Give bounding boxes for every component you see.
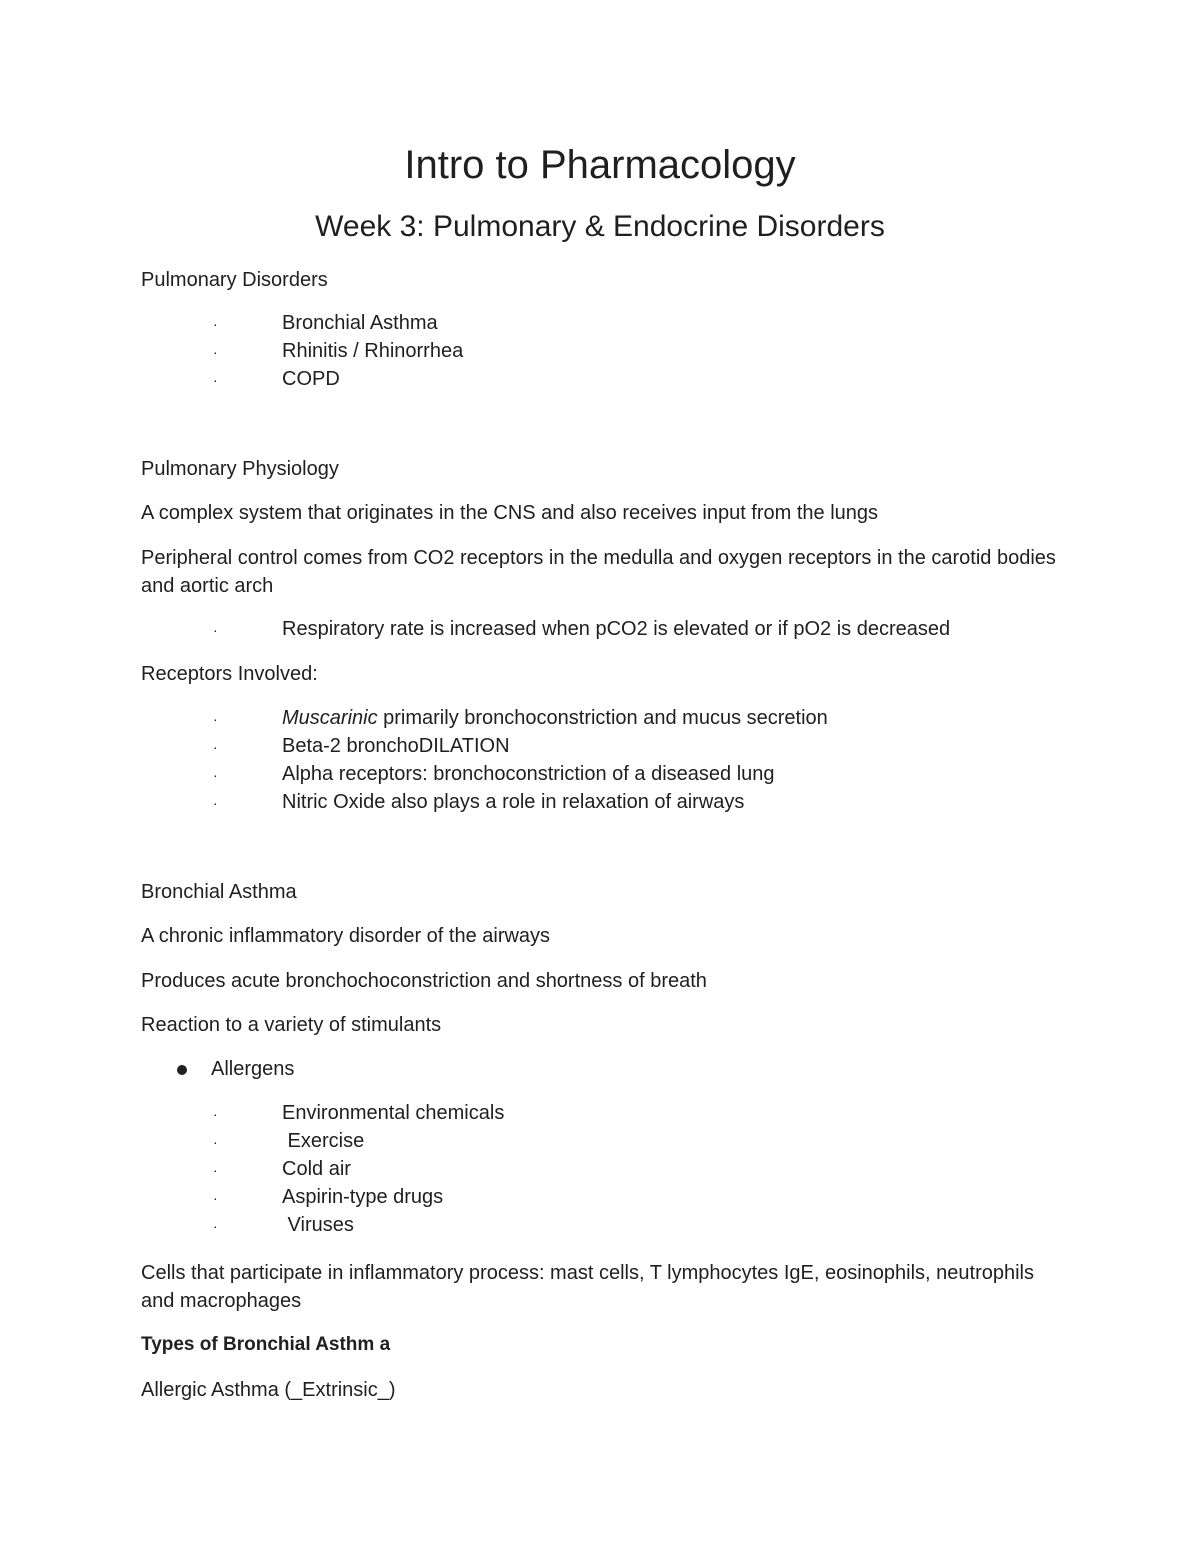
list-item: Beta-2 bronchoDILATION [282,735,510,757]
paragraph: A complex system that originates in the CNS and also receives input from the lungs [141,502,879,524]
bullet-dot: · [213,795,218,811]
bullet-dot: · [213,1162,218,1178]
paragraph: Peripheral control comes from CO2 receptors in the medulla and oxygen receptors in the carotid bodies and aortic arch [141,547,1056,597]
bullet-dot: · [213,711,218,727]
paragraph: Reaction to a variety of stimulants [141,1014,442,1036]
bullet-dot: · [213,622,218,638]
list-item: Respiratory rate is increased when pCO2 is elevated or if pO2 is decreased [282,618,951,640]
document-subtitle: Week 3: Pulmonary & Endocrine Disorders [315,210,885,243]
paragraph: A chronic inflammatory disorder of the airways [141,925,551,947]
bullet-disc [177,1065,187,1075]
list-item: Nitric Oxide also plays a role in relaxation of airways [282,791,745,813]
bullet-dot: · [213,316,218,332]
list-item: Allergens [211,1058,295,1080]
list-item: Aspirin-type drugs [282,1186,444,1208]
bullet-dot: · [213,739,218,755]
bullet-dot: · [213,1190,218,1206]
list-item: Exercise [282,1130,365,1152]
list-item: Alpha receptors: bronchoconstriction of a diseased lung [282,763,775,785]
paragraph: Cells that participate in inflammatory process: mast cells, T lymphocytes IgE, eosinophils, neutrophils and macrophages [141,1262,1034,1312]
list-item [282,704,828,732]
bullet-dot: · [213,767,218,783]
bullet-dot: · [213,344,218,360]
list-item: Cold air [282,1158,351,1180]
paragraph: Allergic Asthma (_Extrinsic_) [141,1379,396,1401]
section-heading-pulmonary-physiology: Pulmonary Physiology [141,458,339,480]
section-heading-pulmonary-disorders: Pulmonary Disorders [141,269,328,291]
bullet-dot: · [213,1218,218,1234]
list-item: Rhinitis / Rhinorrhea [282,340,464,362]
types-heading: Types of Bronchial Asthm a [141,1334,391,1355]
bullet-dot: · [213,372,218,388]
list-item: Viruses [282,1214,354,1236]
list-item: COPD [282,368,340,390]
bullet-dot: · [213,1106,218,1122]
paragraph: Produces acute bronchochoconstriction and shortness of breath [141,970,707,992]
section-heading-bronchial-asthma: Bronchial Asthma [141,881,297,903]
bullet-dot: · [213,1134,218,1150]
list-item: Bronchial Asthma [282,312,438,334]
list-item-text: primarily bronchoconstriction and mucus secretion [377,707,828,729]
list-item: Environmental chemicals [282,1102,505,1124]
receptors-heading: Receptors Involved: [141,663,318,685]
italic-term: Muscarinic [282,707,378,729]
document-title: Intro to Pharmacology [404,143,796,187]
